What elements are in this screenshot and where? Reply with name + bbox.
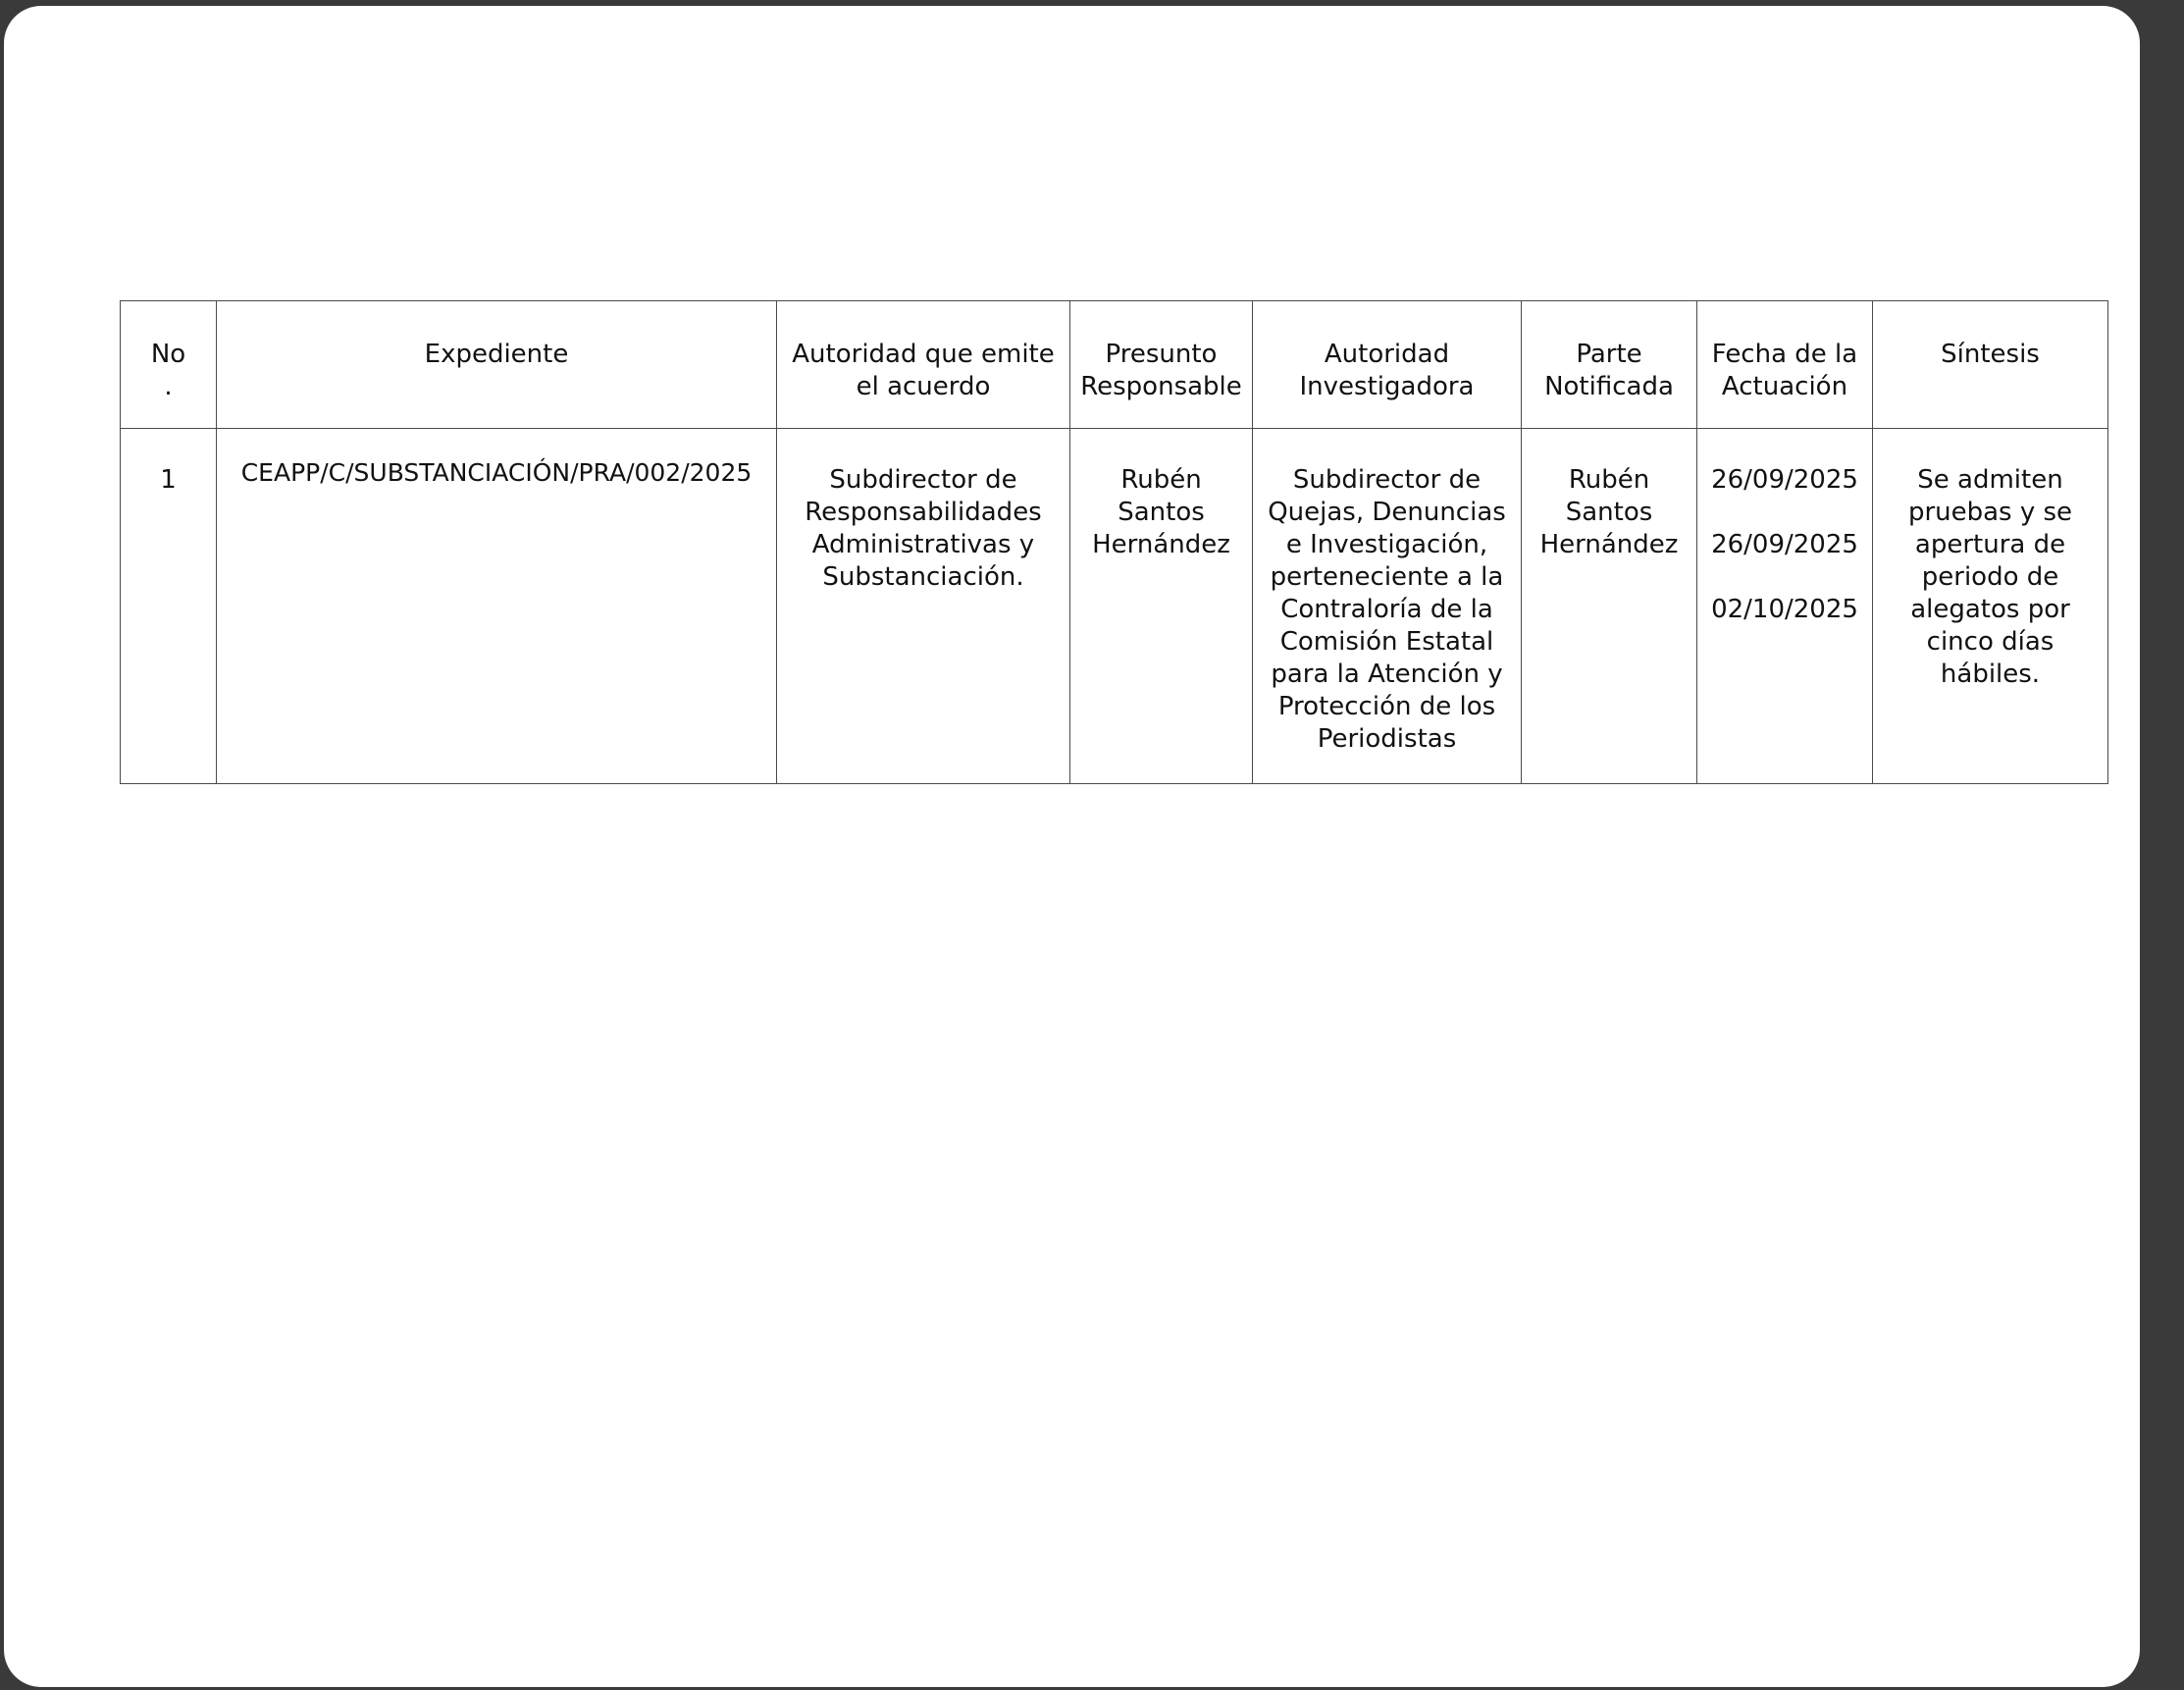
header-presunto-responsable: Presunto Responsable xyxy=(1070,301,1253,429)
cell-no: 1 xyxy=(121,429,217,784)
fecha-item: 26/09/2025 xyxy=(1711,530,1858,559)
cell-presunto-responsable: Rubén Santos Hernández xyxy=(1070,429,1253,784)
header-expediente: Expediente xyxy=(217,301,777,429)
document-page xyxy=(4,6,2140,1687)
cell-expediente: CEAPP/C/SUBSTANCIACIÓN/PRA/002/2025 xyxy=(217,429,777,784)
header-no-line1: No xyxy=(150,340,186,369)
cell-parte-notificada: Rubén Santos Hernández xyxy=(1522,429,1697,784)
header-sintesis: Síntesis xyxy=(1873,301,2108,429)
fecha-item: 02/10/2025 xyxy=(1711,595,1858,624)
cell-autoridad-emite: Subdirector de Responsabilidades Administrativas y Substanciación. xyxy=(777,429,1070,784)
fecha-item: 26/09/2025 xyxy=(1711,465,1858,495)
cell-autoridad-investigadora: Subdirector de Quejas, Denuncias e Investigación, perteneciente a la Contraloría de la Comisión Estatal para la Atención y Protección de los Periodistas xyxy=(1253,429,1522,784)
header-fecha-actuacion: Fecha de la Actuación xyxy=(1697,301,1873,429)
header-autoridad-emite: Autoridad que emite el acuerdo xyxy=(777,301,1070,429)
cell-sintesis: Se admiten pruebas y se apertura de periodo de alegatos por cinco días hábiles. xyxy=(1873,429,2108,784)
table-row xyxy=(121,429,2108,784)
notifications-table xyxy=(120,300,2108,784)
header-no-line2: . xyxy=(164,372,173,401)
header-autoridad-investigadora: Autoridad Investigadora xyxy=(1253,301,1522,429)
header-parte-notificada: Parte Notificada xyxy=(1522,301,1697,429)
cell-fechas xyxy=(1697,429,1873,784)
header-no xyxy=(121,301,217,429)
table-header-row xyxy=(121,301,2108,429)
